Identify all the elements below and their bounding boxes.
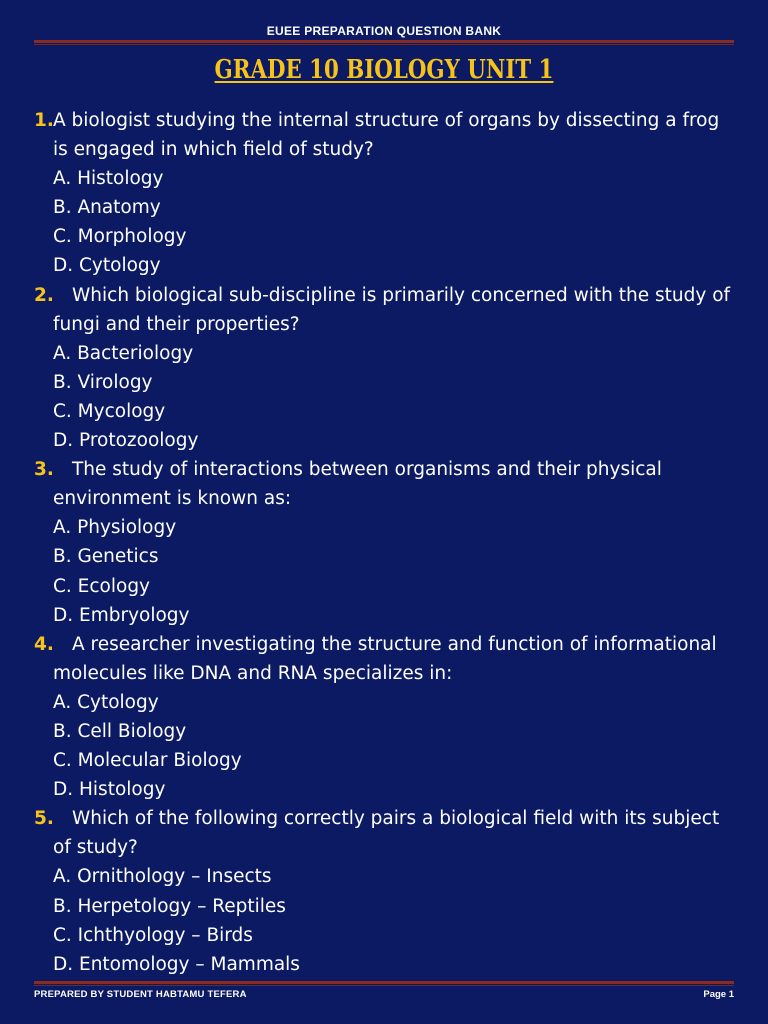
- page-number: Page 1: [703, 989, 734, 1000]
- header-rule: [34, 40, 734, 43]
- question-text: A biologist studying the internal structure of organs by dissecting a frog is engaged in which field of study?: [53, 110, 720, 161]
- answer-option: A. Physiology: [53, 517, 177, 539]
- answer-option: B. Virology: [53, 371, 153, 393]
- question-stem: [34, 106, 734, 164]
- answer-option: B. Genetics: [53, 546, 159, 568]
- header-rule-thin: [34, 44, 734, 45]
- question-stem: [34, 804, 734, 862]
- page-header: EUEE PREPARATION QUESTION BANK: [266, 24, 502, 38]
- answer-option: D. Entomology – Mammals: [53, 953, 300, 975]
- question-text: Which biological sub-discipline is primarily concerned with the study of fungi and their properties?: [53, 284, 731, 335]
- question-stem: [34, 281, 734, 339]
- question-text: The study of interactions between organisms and their physical environment is known as:: [53, 459, 662, 510]
- answer-option: D. Histology: [53, 779, 166, 801]
- answer-option: B. Herpetology – Reptiles: [53, 895, 286, 917]
- question-number: 4.: [34, 633, 54, 655]
- question-number: 1.: [34, 110, 54, 131]
- question-stem: [34, 455, 734, 513]
- answer-option: A. Cytology: [53, 691, 159, 713]
- answer-option: C. Ichthyology – Birds: [53, 924, 253, 946]
- answer-option: A. Histology: [53, 168, 164, 190]
- answer-option: B. Cell Biology: [53, 720, 187, 742]
- answer-option: A. Bacteriology: [53, 342, 194, 364]
- question-text: A researcher investigating the structure and function of informational molecules like DNA and RNA specializes in:: [53, 633, 717, 684]
- question-stem: [34, 630, 734, 688]
- answer-option: D. Protozoology: [53, 430, 199, 452]
- question-3: [34, 455, 734, 630]
- answer-option: C. Ecology: [53, 575, 151, 597]
- question-4: [34, 630, 734, 805]
- question-text: Which of the following correctly pairs a biological field with its subject of study?: [53, 808, 720, 859]
- footer-author: PREPARED BY STUDENT HABTAMU TEFERA: [34, 989, 247, 1000]
- answer-option: B. Anatomy: [53, 197, 161, 219]
- question-5: [34, 804, 734, 979]
- footer-rule-thin: [34, 985, 734, 986]
- answer-option: C. Molecular Biology: [53, 750, 242, 772]
- answer-option: D. Embryology: [53, 604, 190, 626]
- answer-option: C. Mycology: [53, 400, 166, 422]
- question-2: [34, 281, 734, 456]
- question-1: [34, 106, 734, 281]
- footer-rule: [34, 981, 734, 984]
- answer-option: C. Morphology: [53, 226, 187, 248]
- question-list: [34, 106, 734, 979]
- question-number: 2.: [34, 284, 54, 306]
- answer-option: A. Ornithology – Insects: [53, 866, 272, 888]
- document-title: GRADE 10 BIOLOGY UNIT 1: [214, 55, 554, 85]
- answer-option: D. Cytology: [53, 255, 161, 277]
- question-number: 3.: [34, 459, 54, 481]
- question-number: 5.: [34, 808, 54, 830]
